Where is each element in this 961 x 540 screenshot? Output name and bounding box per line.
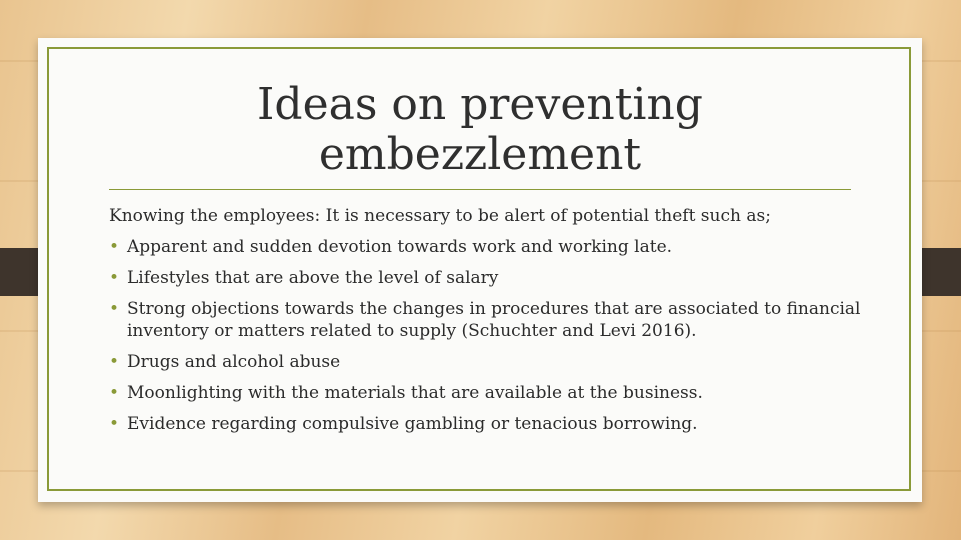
list-item [109,413,869,435]
bullet-icon: • [109,237,120,257]
title-rule [109,189,851,190]
bullet-text: Strong objections towards the changes in procedures that are associated to financial inventory or matters related to supply (Schuchter and Levi 2016). [127,299,861,341]
bullet-text: Drugs and alcohol abuse [127,352,341,372]
bullet-icon: • [109,383,120,403]
list-item [109,351,869,373]
bullet-list [109,236,869,444]
bullet-icon: • [109,268,120,288]
bullet-text: Apparent and sudden devotion towards work and working late. [127,237,673,257]
list-item [109,267,869,289]
intro-text: Knowing the employees: It is necessary to be alert of potential theft such as; [109,206,771,226]
list-item [109,382,869,404]
bullet-icon: • [109,414,120,434]
bullet-text: Evidence regarding compulsive gambling or tenacious borrowing. [127,414,698,434]
list-item [109,236,869,258]
list-item [109,298,869,342]
slide-paper [38,38,922,502]
bullet-text: Moonlighting with the materials that are available at the business. [127,383,703,403]
bullet-icon: • [109,352,120,372]
slide-title: Ideas on preventing embezzlement [257,79,703,180]
bullet-text: Lifestyles that are above the level of salary [127,268,499,288]
bullet-icon: • [109,299,120,319]
